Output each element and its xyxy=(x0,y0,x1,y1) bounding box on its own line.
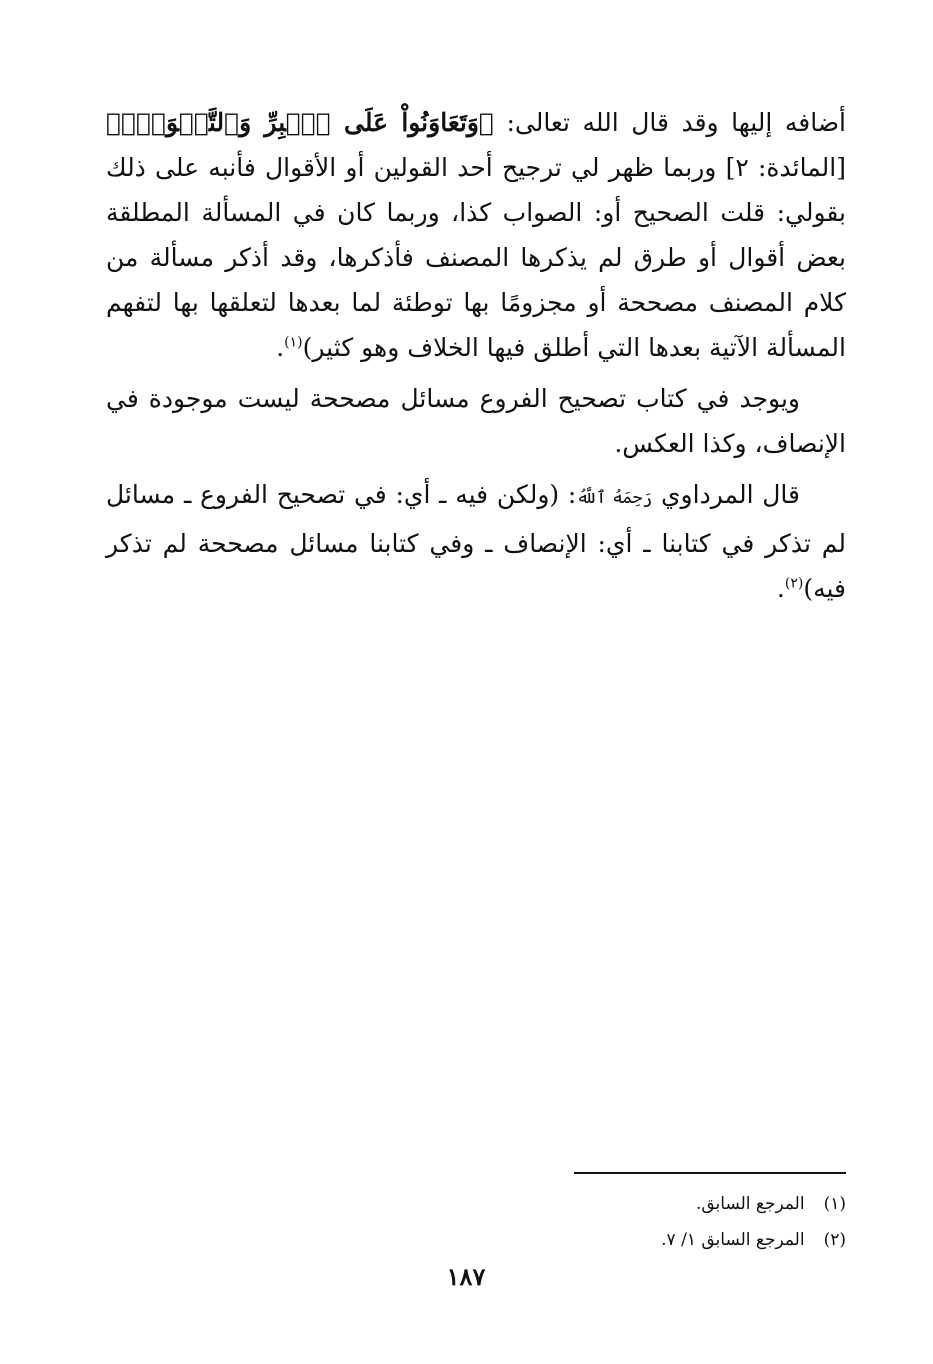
footnote-2 xyxy=(500,1222,846,1258)
footnote-text: المرجع السابق ١/ ٧. xyxy=(661,1230,805,1250)
footnote-number: (٢) xyxy=(823,1230,846,1250)
footnote-text: المرجع السابق. xyxy=(695,1194,805,1214)
footnote-divider xyxy=(574,1172,846,1174)
footnotes xyxy=(500,1186,846,1258)
paragraph-2: ويوجد في كتاب تصحيح الفروع مسائل مصححة ليست موجودة في الإنصاف، وكذا العكس. xyxy=(106,384,846,458)
footnote-1 xyxy=(500,1186,846,1222)
paragraph-1-intro: أضافه إليها وقد قال الله تعالى: xyxy=(493,108,846,137)
paragraph-3-intro: قال المرداوي xyxy=(652,480,800,509)
footnote-ref-2[interactable]: (٢) xyxy=(784,575,804,592)
paragraph-3-end: . xyxy=(776,574,785,603)
paragraph-1-end: . xyxy=(276,333,285,362)
paragraph-1-text: [المائدة: ٢] وربما ظهر لي ترجيح أحد القولين أو الأقوال فأنبه على ذلك بقولي: قلت الصحيح أو: الصواب كذا، وربما كان في المسألة المطلقة بعض أقوال أو طرق لم يذكرها المصنف فأذكرها، وقد أذكر مسألة من كلام المصنف مصححة أو مجزومًا بها توطئة لما بعدها لتعلقها بها لتفهم المسألة الآتية بعدها التي أطلق فيها الخلاف وهو كثير) xyxy=(106,153,846,362)
footnote-number: (١) xyxy=(823,1194,846,1214)
paragraph-3-text: : (ولكن فيه ـ أي: في تصحيح الفروع ـ مسائل لم تذكر في كتابنا ـ أي: الإنصاف ـ وفي كتابنا مسائل مصححة لم تذكر فيه) xyxy=(106,480,846,603)
paragraph-3 xyxy=(106,472,846,611)
page-number: ١٨٧ xyxy=(446,1262,486,1291)
quran-verse: ﴿وَتَعَاوَنُواْ عَلَى ٱلۡبِرِّ وَٱلتَّقۡوَىٰۖ﴾ xyxy=(106,108,494,137)
main-text xyxy=(106,100,846,617)
paragraph-1 xyxy=(106,100,846,370)
footnote-ref-1[interactable]: (١) xyxy=(284,334,303,351)
honorific-glyph: رَحِمَهُ ٱللَّهُ xyxy=(576,488,653,508)
